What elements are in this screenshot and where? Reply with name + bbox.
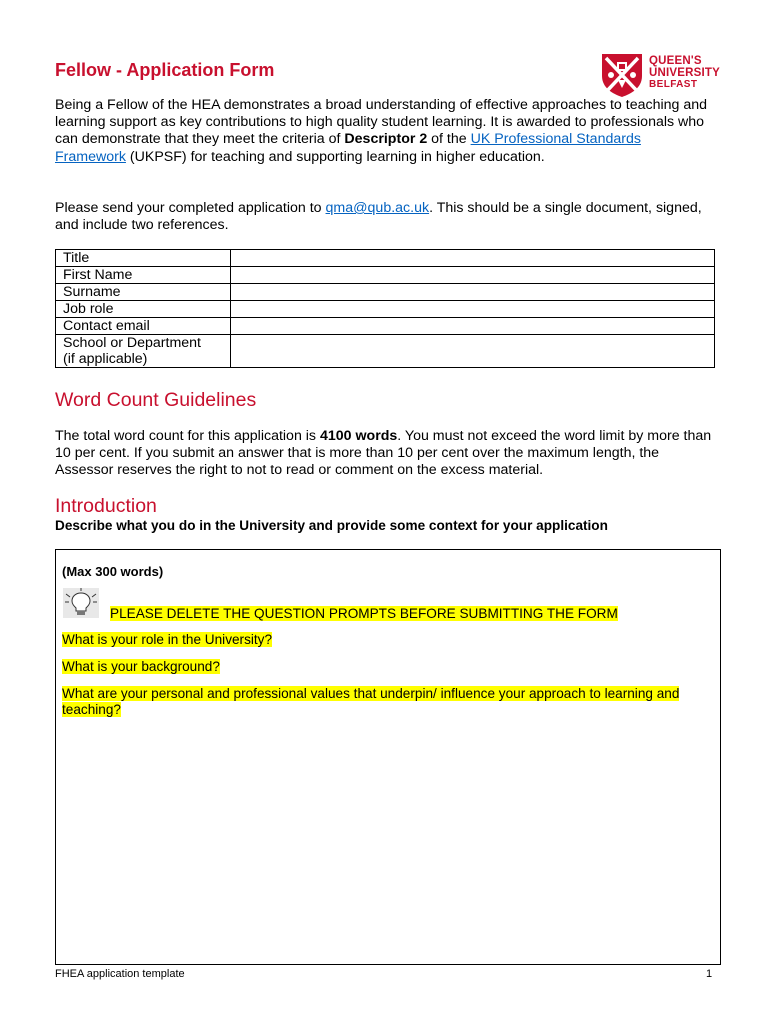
word-count-paragraph [55,428,720,480]
question-role-text: What is your role in the University? [62,632,273,647]
logo-line-2: UNIVERSITY [649,67,721,79]
field-label-job-role: Job role [56,301,231,318]
logo-line-3: BELFAST [649,79,698,90]
send-instructions [55,200,720,234]
field-value-school[interactable] [231,335,715,368]
max-words-label: (Max 300 words) [62,564,164,579]
field-label-contact-email: Contact email [56,318,231,335]
field-label-first-name: First Name [56,267,231,284]
intro-text-1: Being a Fellow of the HEA demonstrates a broad understanding of effective approaches to teaching and learning support as key contributions to high quality student learning. It is awarded to professionals who can demonstrate that they meet the criteria of [55,97,708,148]
introduction-prompt: Describe what you do in the University and provide some context for your application [55,518,608,533]
field-value-contact-email[interactable] [231,318,715,335]
school-label-line-1: School or Department [63,335,202,351]
footer-label: FHEA application template [55,968,185,980]
delete-note-text: PLEASE DELETE THE QUESTION PROMPTS BEFORE SUBMITTING THE FORM [110,606,618,621]
intro-text-2: of the [427,131,471,148]
email-link[interactable]: qma@qub.ac.uk [325,200,430,216]
field-value-first-name[interactable] [231,267,715,284]
field-label-school [56,335,231,368]
delete-prompts-note [110,606,618,622]
question-values [62,686,712,718]
word-limit-bold: 4100 words [319,428,398,444]
descriptor-bold: Descriptor 2 [344,131,428,148]
intro-text-3: (UKPSF) for teaching and supporting learning in higher education. [125,148,545,165]
table-row [56,335,715,368]
ukpsf-link[interactable]: UK Professional Standards Framework [55,131,641,165]
field-label-title: Title [56,250,231,267]
logo-line-1: QUEEN'S [649,55,702,67]
introduction-answer-box[interactable] [55,549,721,965]
table-row [56,250,715,267]
page-title: Fellow - Application Form [55,60,275,80]
table-row [56,267,715,284]
introduction-heading: Introduction [55,495,157,517]
question-background-text: What is your background? [62,659,220,674]
crest-icon [600,52,644,98]
table-row [56,284,715,301]
send-text-2: . This should be a single document, signed, and include two references. [55,200,702,234]
wc-text-2: . You must not exceed the word limit by more than 10 per cent. If you submit an answer that is more than 10 per cent over the maximum length, the Assessor reserves the right to not to read or comment on the excess material. [55,428,712,479]
lightbulb-icon [63,588,99,618]
table-row [56,318,715,335]
university-logo [600,52,730,98]
table-row [56,301,715,318]
applicant-details-table [55,249,715,368]
intro-paragraph [55,97,715,166]
field-value-surname[interactable] [231,284,715,301]
school-label-line-2: (if applicable) [63,351,148,367]
page-number: 1 [706,968,713,980]
logo-text [649,55,720,91]
question-values-text: What are your personal and professional values that underpin/ influence your approach to learning and teaching? [62,686,680,717]
field-value-job-role[interactable] [231,301,715,318]
field-label-surname: Surname [56,284,231,301]
question-background [62,659,220,675]
send-text-1: Please send your completed application to [55,200,326,216]
word-count-heading: Word Count Guidelines [55,389,257,411]
question-role [62,632,272,648]
wc-text-1: The total word count for this application is [55,428,320,444]
field-value-title[interactable] [231,250,715,267]
